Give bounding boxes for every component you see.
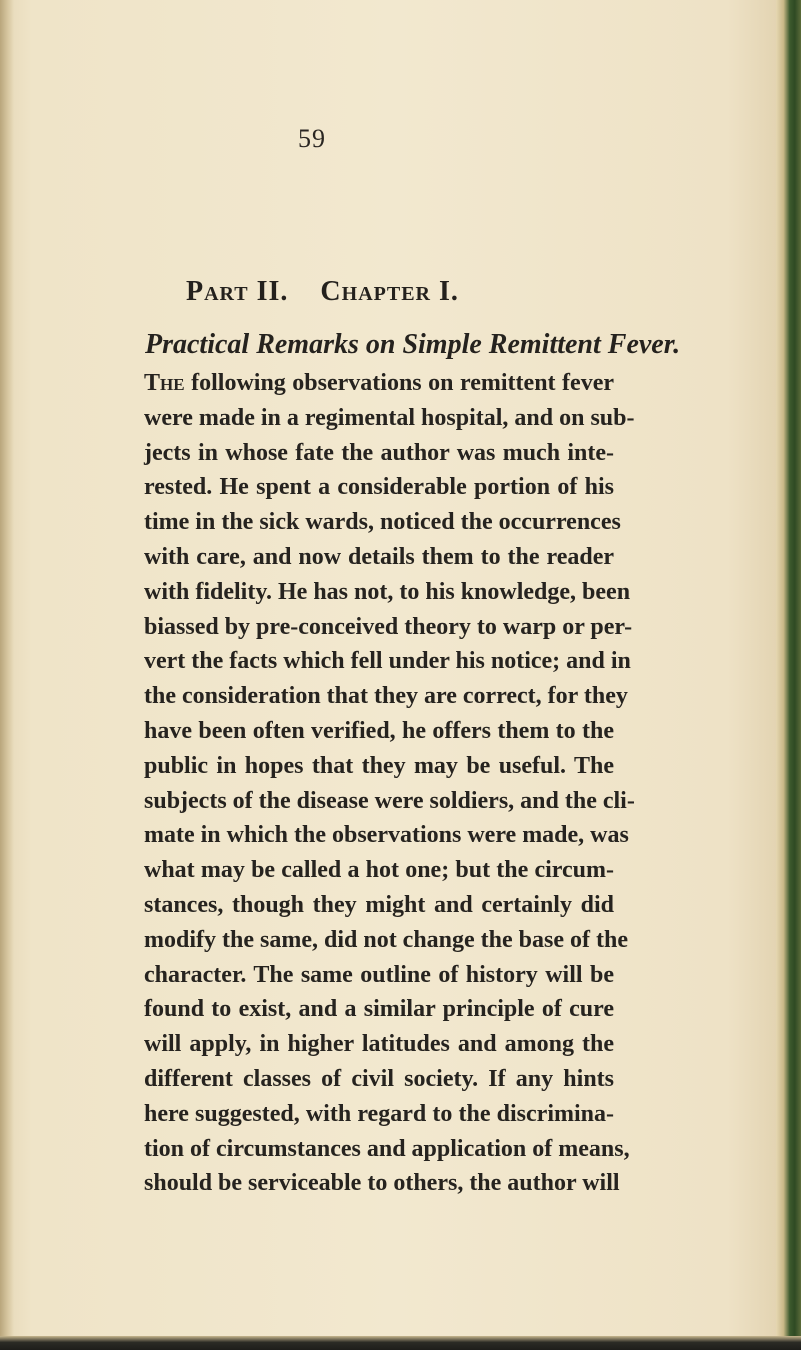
book-edge-bottom (0, 1336, 801, 1350)
text-line: were made in a regimental hospital, and on sub- (144, 404, 635, 431)
text-line: have been often verified, he offers them to the (144, 717, 614, 744)
text-line: biassed by pre-conceived theory to warp or per- (144, 613, 633, 640)
page-number: 59 (298, 124, 326, 153)
text-line: found to exist, and a similar principle of cure (144, 996, 614, 1023)
text-line: time in the sick wards, noticed the occurrences (144, 509, 621, 536)
text-line: mate in which the observations were made, was (144, 822, 629, 849)
text-line: jects in whose fate the author was much inte- (144, 439, 614, 466)
chapter-label: Chapter I. (320, 276, 459, 307)
gutter-shadow (0, 0, 14, 1342)
chapter-heading (186, 276, 459, 308)
text-line: will apply, in higher latitudes and among the (144, 1031, 614, 1058)
text-line: here suggested, with regard to the discrimina- (144, 1100, 614, 1127)
body-paragraph (144, 366, 635, 1201)
text-line: rested. He spent a considerable portion of his (144, 474, 614, 501)
text-line: stances, though they might and certainly did (144, 891, 614, 918)
book-edge-right (776, 0, 801, 1350)
chapter-title: Practical Remarks on Simple Remittent Fever. (145, 329, 681, 360)
text-line: modify the same, did not change the base of the (144, 926, 628, 953)
text-line: character. The same outline of history will be (144, 961, 614, 988)
text-line: with care, and now details them to the reader (144, 543, 614, 570)
text-line: with fidelity. He has not, to his knowledge, been (144, 578, 631, 605)
text-line: tion of circumstances and application of means, (144, 1135, 630, 1162)
text-line: the consideration that they are correct, for they (144, 683, 628, 710)
text-line: should be serviceable to others, the author will (144, 1170, 620, 1197)
text-line: different classes of civil society. If any hints (144, 1065, 614, 1092)
lead-word: The (144, 370, 185, 396)
text-line: subjects of the disease were soldiers, and the cli- (144, 787, 635, 814)
text-line: The following observations on remittent fever (144, 370, 615, 396)
text-line: vert the facts which fell under his notice; and in (144, 648, 631, 675)
text-line: what may be called a hot one; but the circum- (144, 857, 614, 884)
part-label: Part II. (186, 276, 289, 307)
text-line: public in hopes that they may be useful. The (144, 752, 614, 779)
